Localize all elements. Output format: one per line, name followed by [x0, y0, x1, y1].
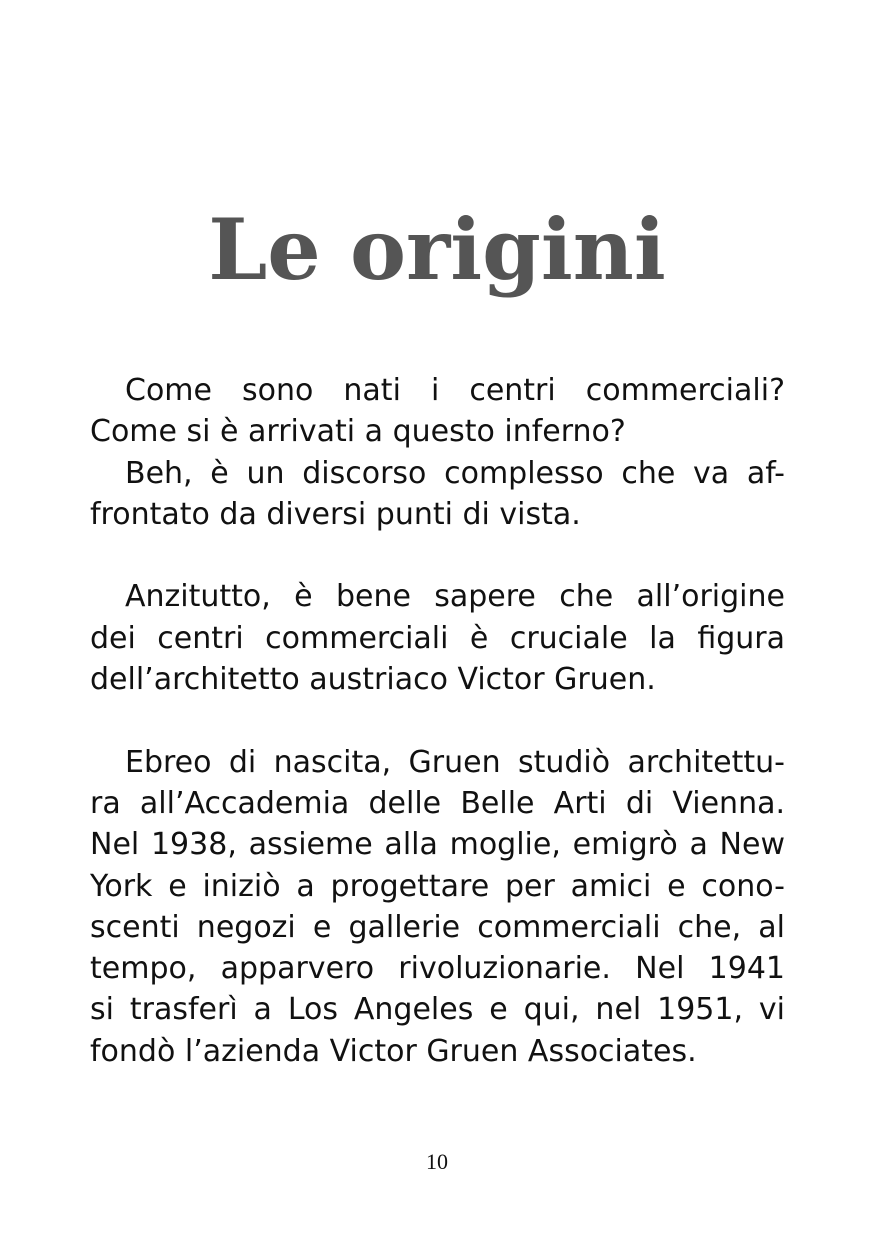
text-line: fondò l’azienda Victor Gruen Associates. — [90, 1033, 697, 1069]
text-line: si trasferì a Los Angeles e qui, nel 1951, vi — [90, 992, 785, 1028]
text-line: Come si è arrivati a questo inferno? — [90, 414, 626, 450]
text-line: York e iniziò a progettare per amici e cono- — [90, 868, 785, 904]
text-line: Beh, è un discorso complesso che va af- — [125, 455, 785, 491]
text-line: dei centri commerciali è cruciale la figura — [90, 620, 785, 656]
chapter-body — [90, 370, 785, 1072]
text-line: Come sono nati i centri commerciali? — [125, 373, 785, 408]
text-line: tempo, apparvero rivoluzionarie. Nel 1941 — [90, 951, 785, 987]
text-line: frontato da diversi punti di vista. — [90, 496, 581, 532]
page-number: 10 — [426, 1149, 448, 1174]
text-line: Anzitutto, è bene sapere che all’origine — [125, 579, 785, 615]
text-line: scenti negozi e gallerie commerciali che, al — [90, 909, 785, 945]
paragraph-1 — [90, 370, 785, 453]
paragraph-4 — [90, 742, 785, 1072]
text-line: Ebreo di nascita, Gruen studiò architettu- — [125, 744, 785, 780]
paragraph-3 — [90, 576, 785, 700]
text-line: ra all’Accademia delle Belle Arti di Vienna. — [90, 785, 785, 821]
text-line: dell’architetto austriaco Victor Gruen. — [90, 662, 656, 698]
chapter-title: Le origini — [208, 200, 666, 299]
text-line: Nel 1938, assieme alla moglie, emigrò a New — [90, 827, 785, 863]
paragraph-2 — [90, 453, 785, 536]
